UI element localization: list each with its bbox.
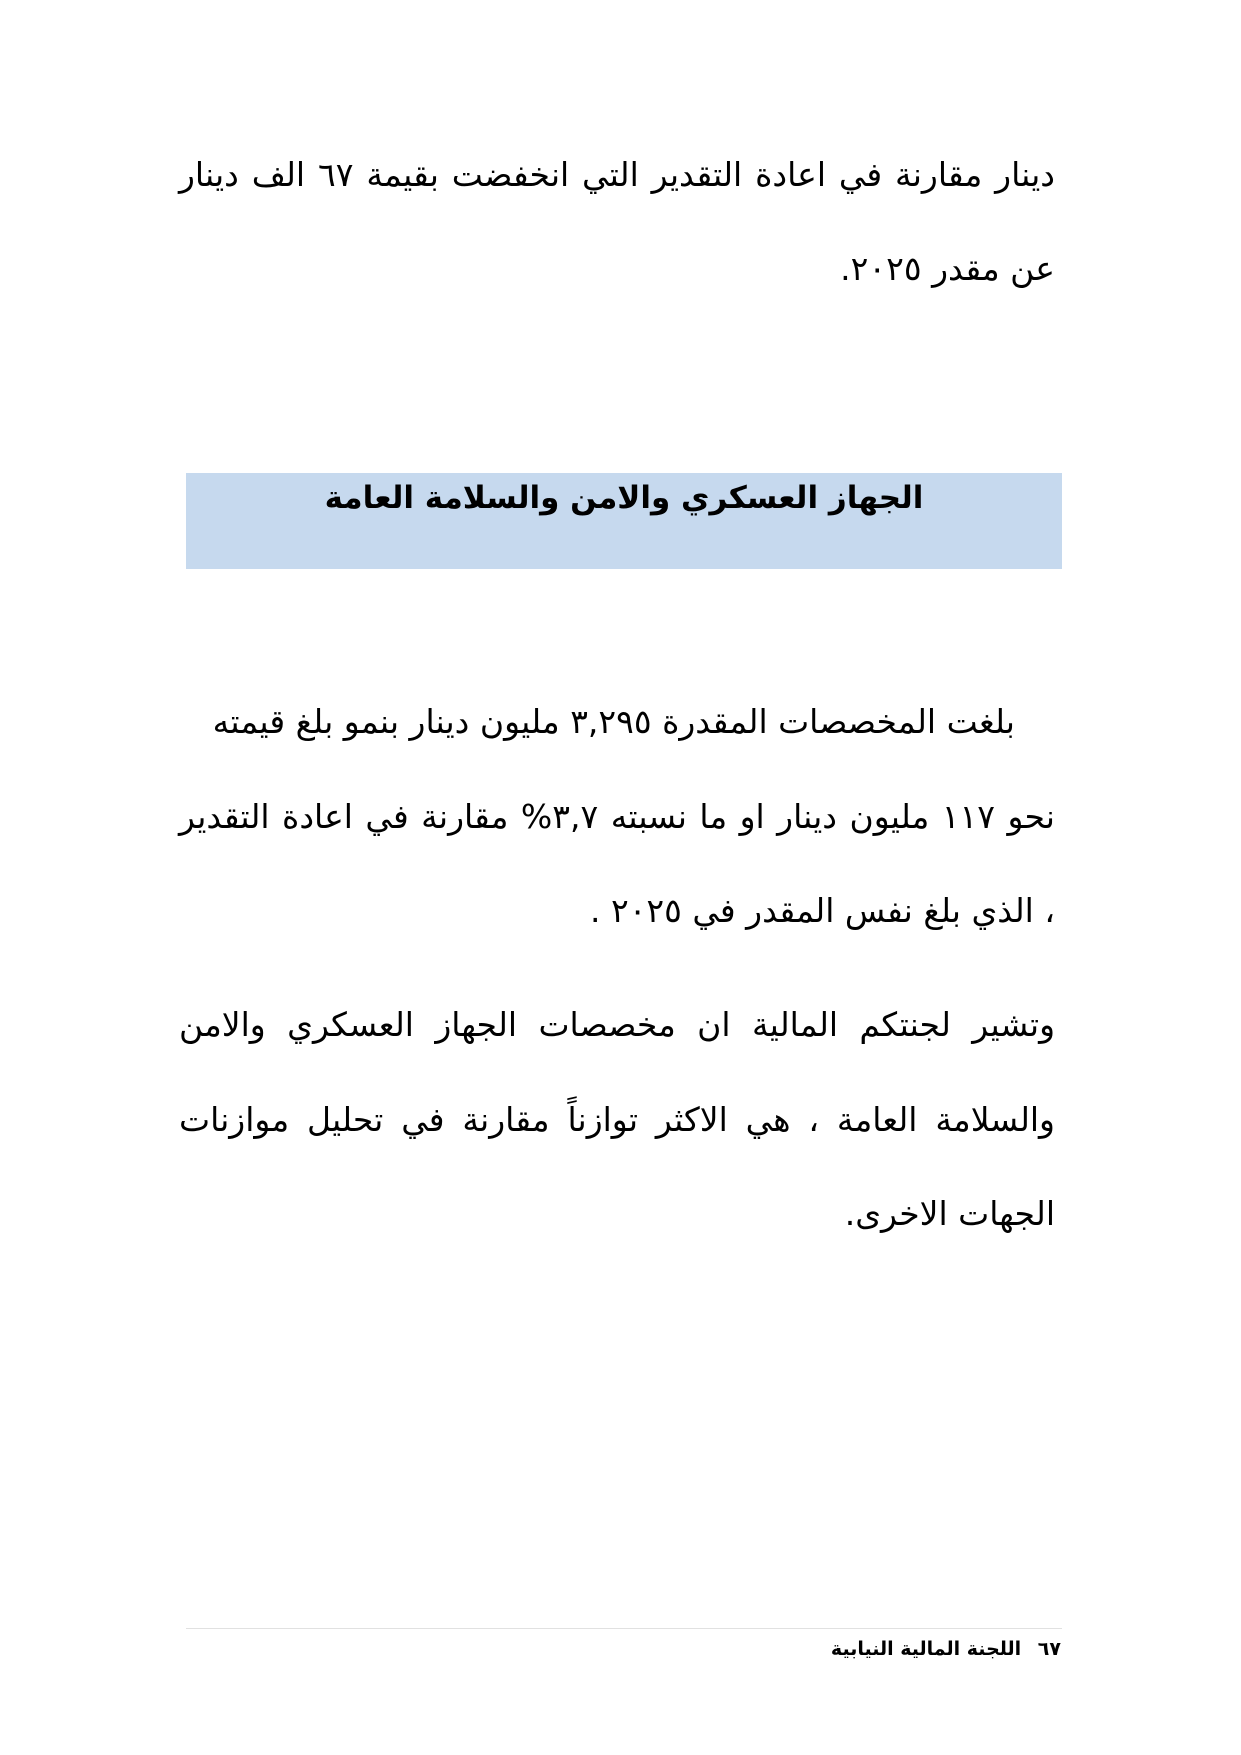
page-number: ٦٧ — [1037, 1638, 1061, 1660]
section-heading-box — [186, 473, 1062, 569]
top-paragraph-line-2: عن مقدر ٢٠٢٥. — [840, 249, 1055, 288]
section-title: الجهاز العسكري والامن والسلامة العامة — [324, 480, 924, 516]
paragraph1-line-1: بلغت المخصصات المقدرة ٣,٢٩٥ مليون دينار بنمو بلغ قيمته — [212, 702, 1015, 741]
paragraph2-line-2: والسلامة العامة ، هي الاكثر توازناً مقارنة في تحليل موازنات — [179, 1100, 1055, 1139]
paragraph2-line-1: وتشير لجنتكم المالية ان مخصصات الجهاز العسكري والامن — [179, 1005, 1055, 1044]
top-paragraph-line-1: دينار مقارنة في اعادة التقدير التي انخفضت بقيمة ٦٧ الف دينار — [179, 155, 1055, 194]
footer-divider — [186, 1628, 1062, 1629]
paragraph1-line-3: ، الذي بلغ نفس المقدر في ٢٠٢٥ . — [589, 891, 1055, 930]
paragraph1-line-2: نحو ١١٧ مليون دينار او ما نسبته ٣,٧% مقارنة في اعادة التقدير — [179, 797, 1055, 836]
footer-committee-name: اللجنة المالية النيابية — [830, 1638, 1022, 1660]
paragraph2-line-3: الجهات الاخرى. — [844, 1194, 1055, 1233]
page-footer — [561, 1636, 1061, 1662]
